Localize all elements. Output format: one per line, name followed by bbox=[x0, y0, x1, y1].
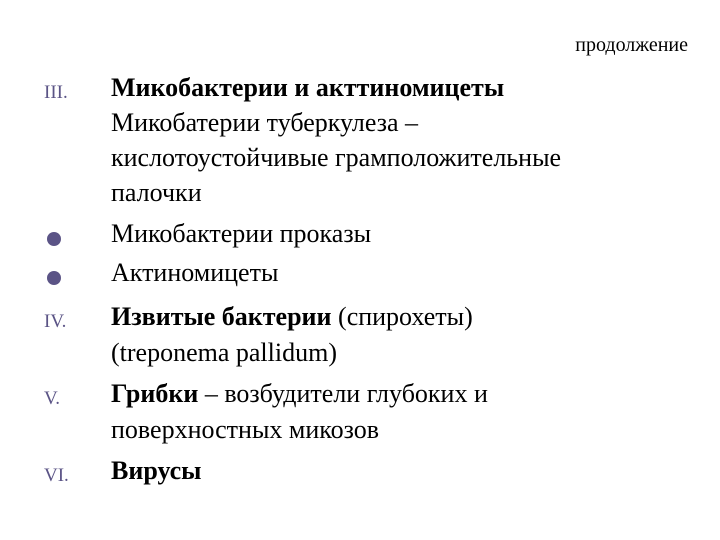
item-text bbox=[111, 177, 202, 209]
item-regular-text: Микобактерии проказы bbox=[111, 219, 372, 248]
list-item-continuation bbox=[0, 177, 720, 215]
item-bold-text: Грибки bbox=[111, 379, 199, 408]
list-item-continuation bbox=[0, 107, 720, 145]
item-text bbox=[111, 218, 371, 250]
item-regular-text: Актиномицеты bbox=[111, 258, 279, 287]
bullet-icon bbox=[47, 232, 61, 246]
bullet-icon bbox=[47, 271, 61, 285]
item-regular-text: Микобатерии туберкулеза – bbox=[111, 108, 419, 137]
item-regular-text: (спирохеты) bbox=[331, 302, 473, 331]
item-text bbox=[111, 72, 504, 104]
item-bold-text: Вирусы bbox=[111, 456, 202, 485]
item-regular-text: кислотоустойчивые грамположительные bbox=[111, 143, 562, 172]
item-bold-text: Микобактерии и акттиномицеты bbox=[111, 73, 505, 102]
list-item-continuation bbox=[0, 142, 720, 180]
item-bold-text: Извитые бактерии bbox=[111, 302, 332, 331]
item-text bbox=[111, 414, 379, 446]
list-item bbox=[0, 218, 720, 256]
list-item bbox=[0, 455, 720, 493]
item-text bbox=[111, 378, 488, 410]
item-text bbox=[111, 337, 337, 369]
item-regular-text: (treponema pallidum) bbox=[111, 338, 337, 367]
list-item bbox=[0, 301, 720, 339]
list-item bbox=[0, 378, 720, 416]
item-text bbox=[111, 301, 473, 333]
roman-numeral-marker: III. bbox=[44, 82, 68, 103]
roman-numeral-marker: VI. bbox=[44, 465, 69, 486]
list-item-continuation bbox=[0, 414, 720, 452]
item-regular-text: – возбудители глубоких и bbox=[198, 379, 488, 408]
item-text bbox=[111, 257, 278, 289]
item-text bbox=[111, 107, 418, 139]
item-regular-text: палочки bbox=[111, 178, 202, 207]
list-item bbox=[0, 72, 720, 110]
item-regular-text: поверхностных микозов bbox=[111, 415, 379, 444]
item-text bbox=[111, 455, 201, 487]
roman-numeral-marker: IV. bbox=[44, 311, 67, 332]
item-text bbox=[111, 142, 561, 174]
list-item bbox=[0, 257, 720, 295]
roman-numeral-marker: V. bbox=[44, 388, 61, 409]
list-item-continuation bbox=[0, 337, 720, 375]
continuation-label: продолжение bbox=[575, 34, 688, 56]
